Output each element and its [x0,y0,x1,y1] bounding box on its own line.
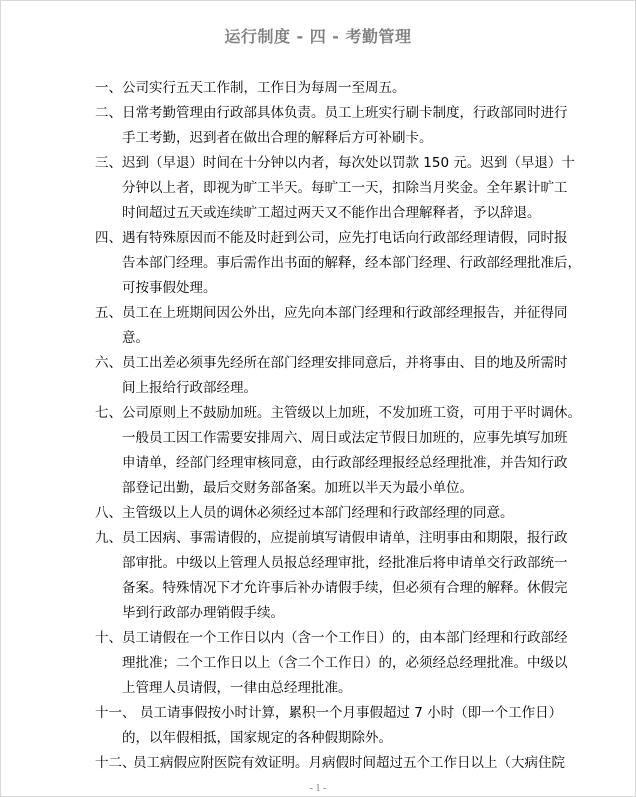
list-item [95,626,568,701]
item-text-line: 员工请事假按小时计算，累积一个月事假超过 7 小时（即一个工作日） [140,705,563,721]
list-item [95,301,568,351]
item-text-line: 分钟以上者，即视为旷工半天。每旷工一天，扣除当月奖金。全年累计旷工 [122,180,568,196]
item-number: 九、 [95,530,122,546]
item-text-line: 告本部门经理。事后需作出书面的解释，经本部门经理、行政部经理批准后， [122,255,581,271]
item-number: 十、 [95,630,122,646]
item-text-line: 日常考勤管理由行政部具体负责。员工上班实行刷卡制度，行政部同时进行 [122,105,568,121]
item-text-line: 可按事假处理。 [122,280,217,296]
item-text-line: 员工因病、事需请假的，应提前填写请假申请单，注明事由和期限，报行政 [122,530,568,546]
item-text-line: 时间超过五天或连续旷工超过两天又不能作出合理解释者，予以辞退。 [122,205,541,221]
item-number: 六、 [95,355,122,371]
item-number: 八、 [95,505,122,521]
list-item [95,401,581,501]
item-text-line: 部审批。中级以上管理人员报总经理审批，经批准后将申请单交行政部统一 [122,555,568,571]
document-body [95,76,581,776]
page-number: - 1 - [309,783,327,794]
list-item [95,526,568,626]
item-text-line: 员工在上班期间因公外出，应先向本部门经理和行政部经理报告，并征得同 [122,305,568,321]
item-text-line: 遇有特殊原因而不能及时赶到公司，应先打电话向行政部经理请假，同时报 [122,230,568,246]
item-text-line: 员工出差必须事先经所在部门经理安排同意后，并将事由、目的地及所需时 [122,355,568,371]
list-item [95,751,565,776]
item-number: 五、 [95,305,122,321]
item-number: 三、 [95,155,122,171]
list-item [95,501,541,526]
list-item [95,101,568,151]
item-text-line: 的，以年假相抵，国家规定的各种假期除外。 [122,730,392,746]
item-text-line: 主管级以上人员的调休必须经过本部门经理和行政部经理的同意。 [122,505,514,521]
list-item [95,351,568,401]
item-text-line: 公司原则上不鼓励加班。主管级以上加班，不发加班工资，可用于平时调休。 [122,405,581,421]
item-number: 十一、 [95,705,136,721]
item-text-line: 上管理人员请假，一律由总经理批准。 [122,680,352,696]
item-number: 二、 [95,105,122,121]
item-number: 七、 [95,405,122,421]
item-text-line: 迟到（早退）时间在十分钟以内者，每次处以罚款 150 元。迟到（早退）十 [122,155,575,171]
list-item [95,701,563,751]
item-text-line: 理批准；二个工作日以上（含二个工作日）的，必须经总经理批准。中级以 [122,655,568,671]
item-number: 十二、 [95,755,136,771]
item-text-line: 公司实行五天工作制，工作日为每周一至周五。 [122,80,406,96]
item-text-line: 毕到行政部办理销假手续。 [122,605,284,621]
item-text-line: 意。 [122,330,149,346]
item-text-line: 间上报给行政部经理。 [122,380,257,396]
list-item [95,226,581,301]
document-title: 运行制度 - 四 - 考勤管理 [224,27,412,46]
item-text-line: 员工病假应附医院有效证明。月病假时间超过五个工作日以上（大病住院 [133,755,565,771]
list-item [95,151,575,226]
item-number: 四、 [95,230,122,246]
item-text-line: 一般员工因工作需要安排周六、周日或法定节假日加班的，应事先填写加班 [122,430,568,446]
item-text-line: 备案。特殊情况下才允许事后补办请假手续，但必须有合理的解释。休假完 [122,580,568,596]
item-text-line: 部登记出勤，最后交财务部备案。加班以半天为最小单位。 [122,480,473,496]
item-text-line: 申请单，经部门经理审核同意，由行政部经理报经总经理批准，并告知行政 [122,455,568,471]
item-text-line: 员工请假在一个工作日以内（含一个工作日）的，由本部门经理和行政部经 [122,630,568,646]
item-number: 一、 [95,80,122,96]
list-item [95,76,541,101]
item-text-line: 手工考勤，迟到者在做出合理的解释后方可补刷卡。 [122,130,433,146]
